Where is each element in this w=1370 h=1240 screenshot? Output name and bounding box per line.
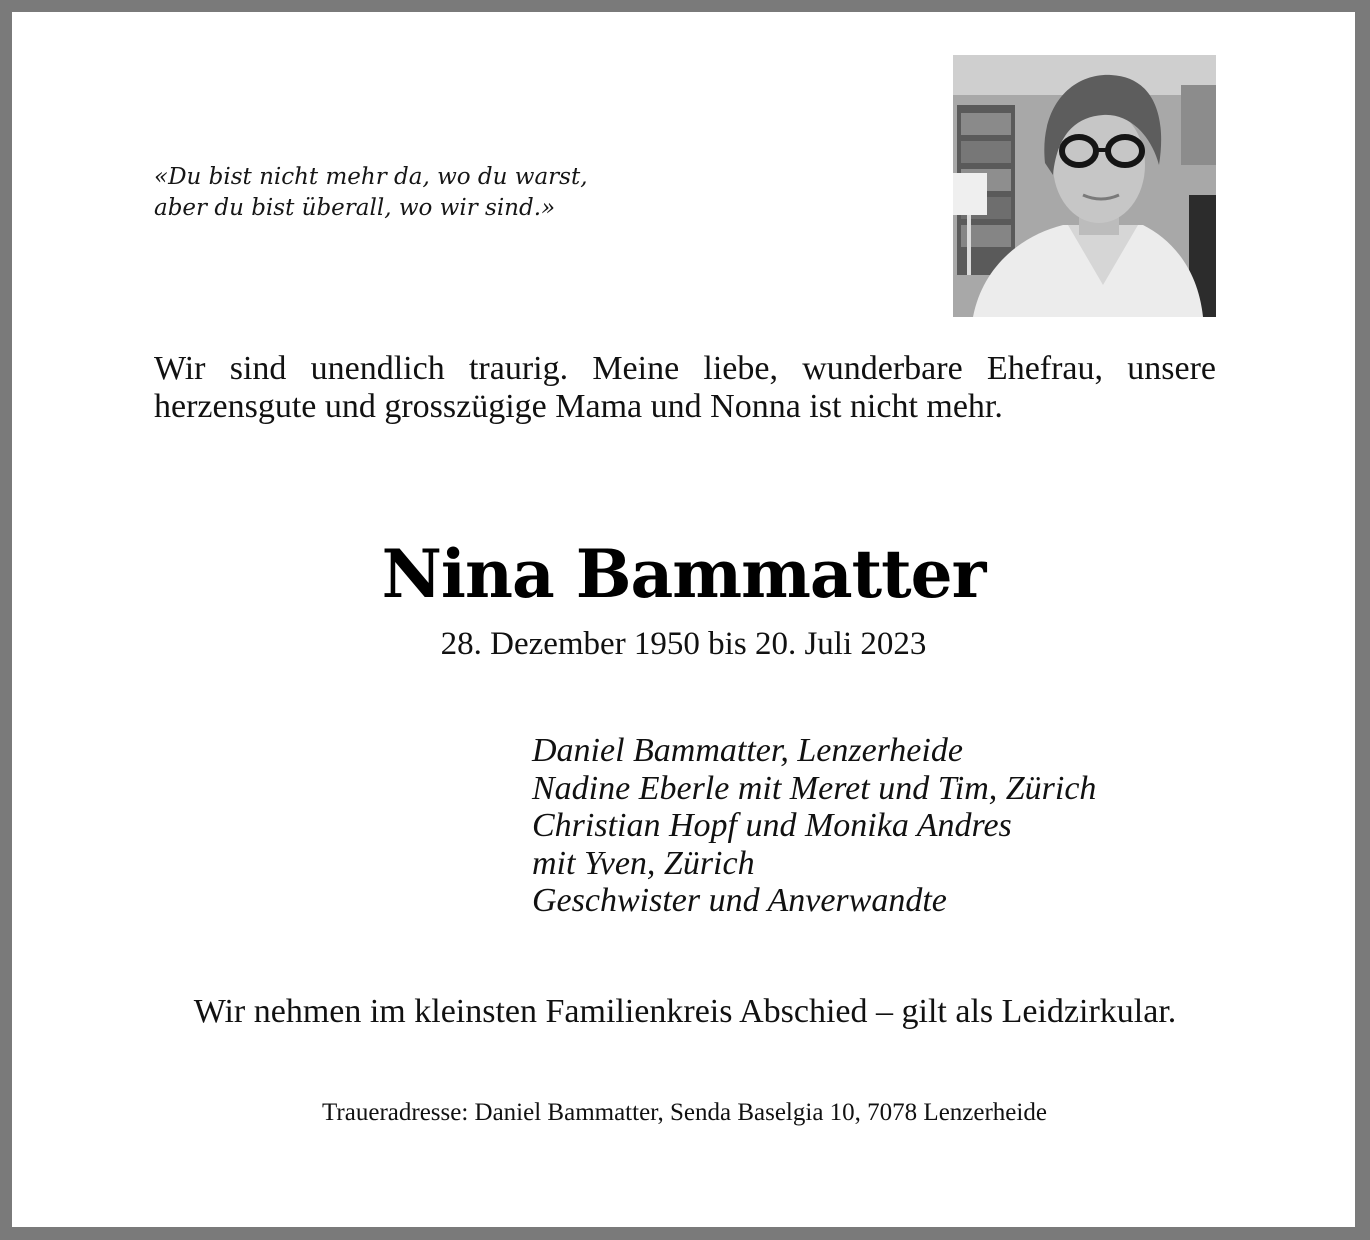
farewell-text: Wir nehmen im kleinsten Familienkreis Abschied – gilt als Leidzirkular.	[193, 993, 1177, 1030]
mourner-line: mit Yven, Zürich	[532, 844, 755, 882]
life-dates: 28. Dezember 1950 bis 20. Juli 2023	[440, 626, 927, 662]
quote-line-2: aber du bist überall, wo wir sind.»	[154, 195, 556, 221]
quote-line-1: «Du bist nicht mehr da, wo du warst,	[154, 164, 588, 190]
mourning-address: Traueradresse: Daniel Bammatter, Senda Baselgia 10, 7078 Lenzerheide	[322, 1099, 1047, 1126]
obituary-notice	[12, 12, 1355, 1227]
mourner-line: Geschwister und Anverwandte	[532, 882, 947, 919]
intro-text: Wir sind unendlich traurig. Meine liebe, wunderbare Ehefrau, unsere herzensgute und grosszügige Mama und Nonna ist nicht mehr.	[154, 350, 1216, 425]
mourner-line: Daniel Bammatter, Lenzerheide	[532, 732, 963, 769]
memorial-quote	[154, 162, 754, 224]
mourners-list	[532, 732, 1232, 920]
mourner-line: Nadine Eberle mit Meret und Tim, Zürich	[532, 769, 1097, 807]
deceased-name: Nina Bammatter	[381, 535, 986, 613]
mourner-line: Christian Hopf und Monika Andres	[532, 807, 1012, 844]
portrait-photo-icon	[953, 55, 1216, 317]
